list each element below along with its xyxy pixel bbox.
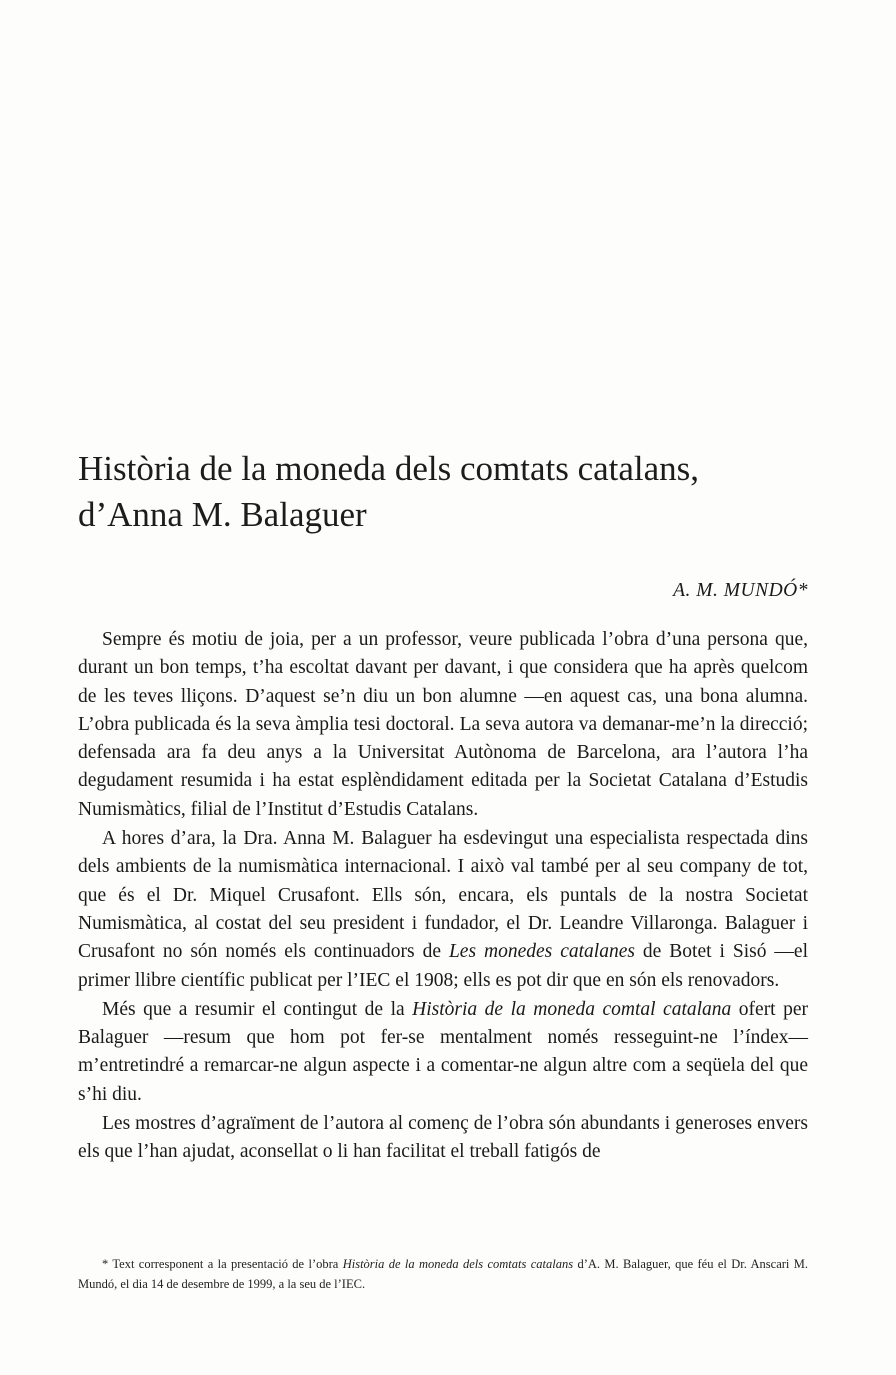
paragraph-2	[78, 825, 808, 995]
article-title	[78, 446, 818, 538]
paragraph-2-text-a: A hores d’ara, la Dra. Anna M. Balaguer ha esdevingut una especialista respectada dins dels ambients de la numismàtica internacional. I això val també per al seu company de tot, que és el Dr. Miquel Crusafont. Ells són, encara, els puntals de la nostra Societat Numismàtica, al costat del seu president i fundador, el Dr. Leandre Villaronga. Balaguer i Crusafont no són només els continuadors de	[78, 828, 808, 963]
footnote-italic-title: Història de la moneda dels comtats catalans	[342, 1257, 574, 1271]
paragraph-1: Sempre és motiu de joia, per a un professor, veure publicada l’obra d’una persona que, durant un bon temps, t’ha escoltat davant per davant, i que considera que ha après quelcom de les teves lliçons. D’aquest se’n diu un bon alumne —en aquest cas, una bona alumna. L’obra publicada és la seva àmplia tesi doctoral. La seva autora va demanar-me’n la direcció; defensada ara fa deu anys a la Universitat Autònoma de Barcelona, ara l’autora l’ha degudament resumida i ha estat esplèndidament editada per la Societat Catalana d’Estudis Numismàtics, filial de l’Institut d’Estudis Catalans.	[78, 629, 808, 820]
title-line-1: Història de la moneda dels comtats catalans,	[78, 449, 700, 488]
footnote-text-a: * Text corresponent a la presentació de l’obra	[102, 1257, 343, 1271]
paragraph-4: Les mostres d’agraïment de l’autora al començ de l’obra són abundants i generoses envers els que l’han ajudat, aconsellat o li han facilitat el treball fatigós de	[78, 1113, 808, 1163]
paragraph-2-italic-title: Les monedes catalanes	[448, 941, 635, 963]
footnote	[78, 1254, 808, 1294]
author-byline: A. M. MUNDÓ*	[673, 580, 808, 601]
article-body	[78, 626, 808, 1167]
footnote-text-b: d’A. M. Balaguer, que féu el Dr. Anscari M. Mundó, el dia 14 de desembre de 1999, a la seu de l’IEC.	[78, 1257, 809, 1291]
paragraph-3-text-a: Més que a resumir el contingut de la	[102, 998, 413, 1020]
paragraph-2-text-b: de Botet i Sisó —el primer llibre científic publicat per l’IEC el 1908; ells es pot dir que en són els renovadors.	[78, 941, 808, 991]
title-line-2: d’Anna M. Balaguer	[78, 495, 367, 534]
paragraph-3-italic-title: Història de la moneda comtal catalana	[412, 998, 732, 1020]
paragraph-3-text-b: ofert per Balaguer —resum que hom pot fer-se mentalment només resseguint-ne l’índex— m’entretindré a remarcar-ne algun aspecte i a comentar-ne algun altre com a seqüela del que s’hi diu.	[78, 998, 809, 1105]
paragraph-3	[78, 996, 808, 1109]
